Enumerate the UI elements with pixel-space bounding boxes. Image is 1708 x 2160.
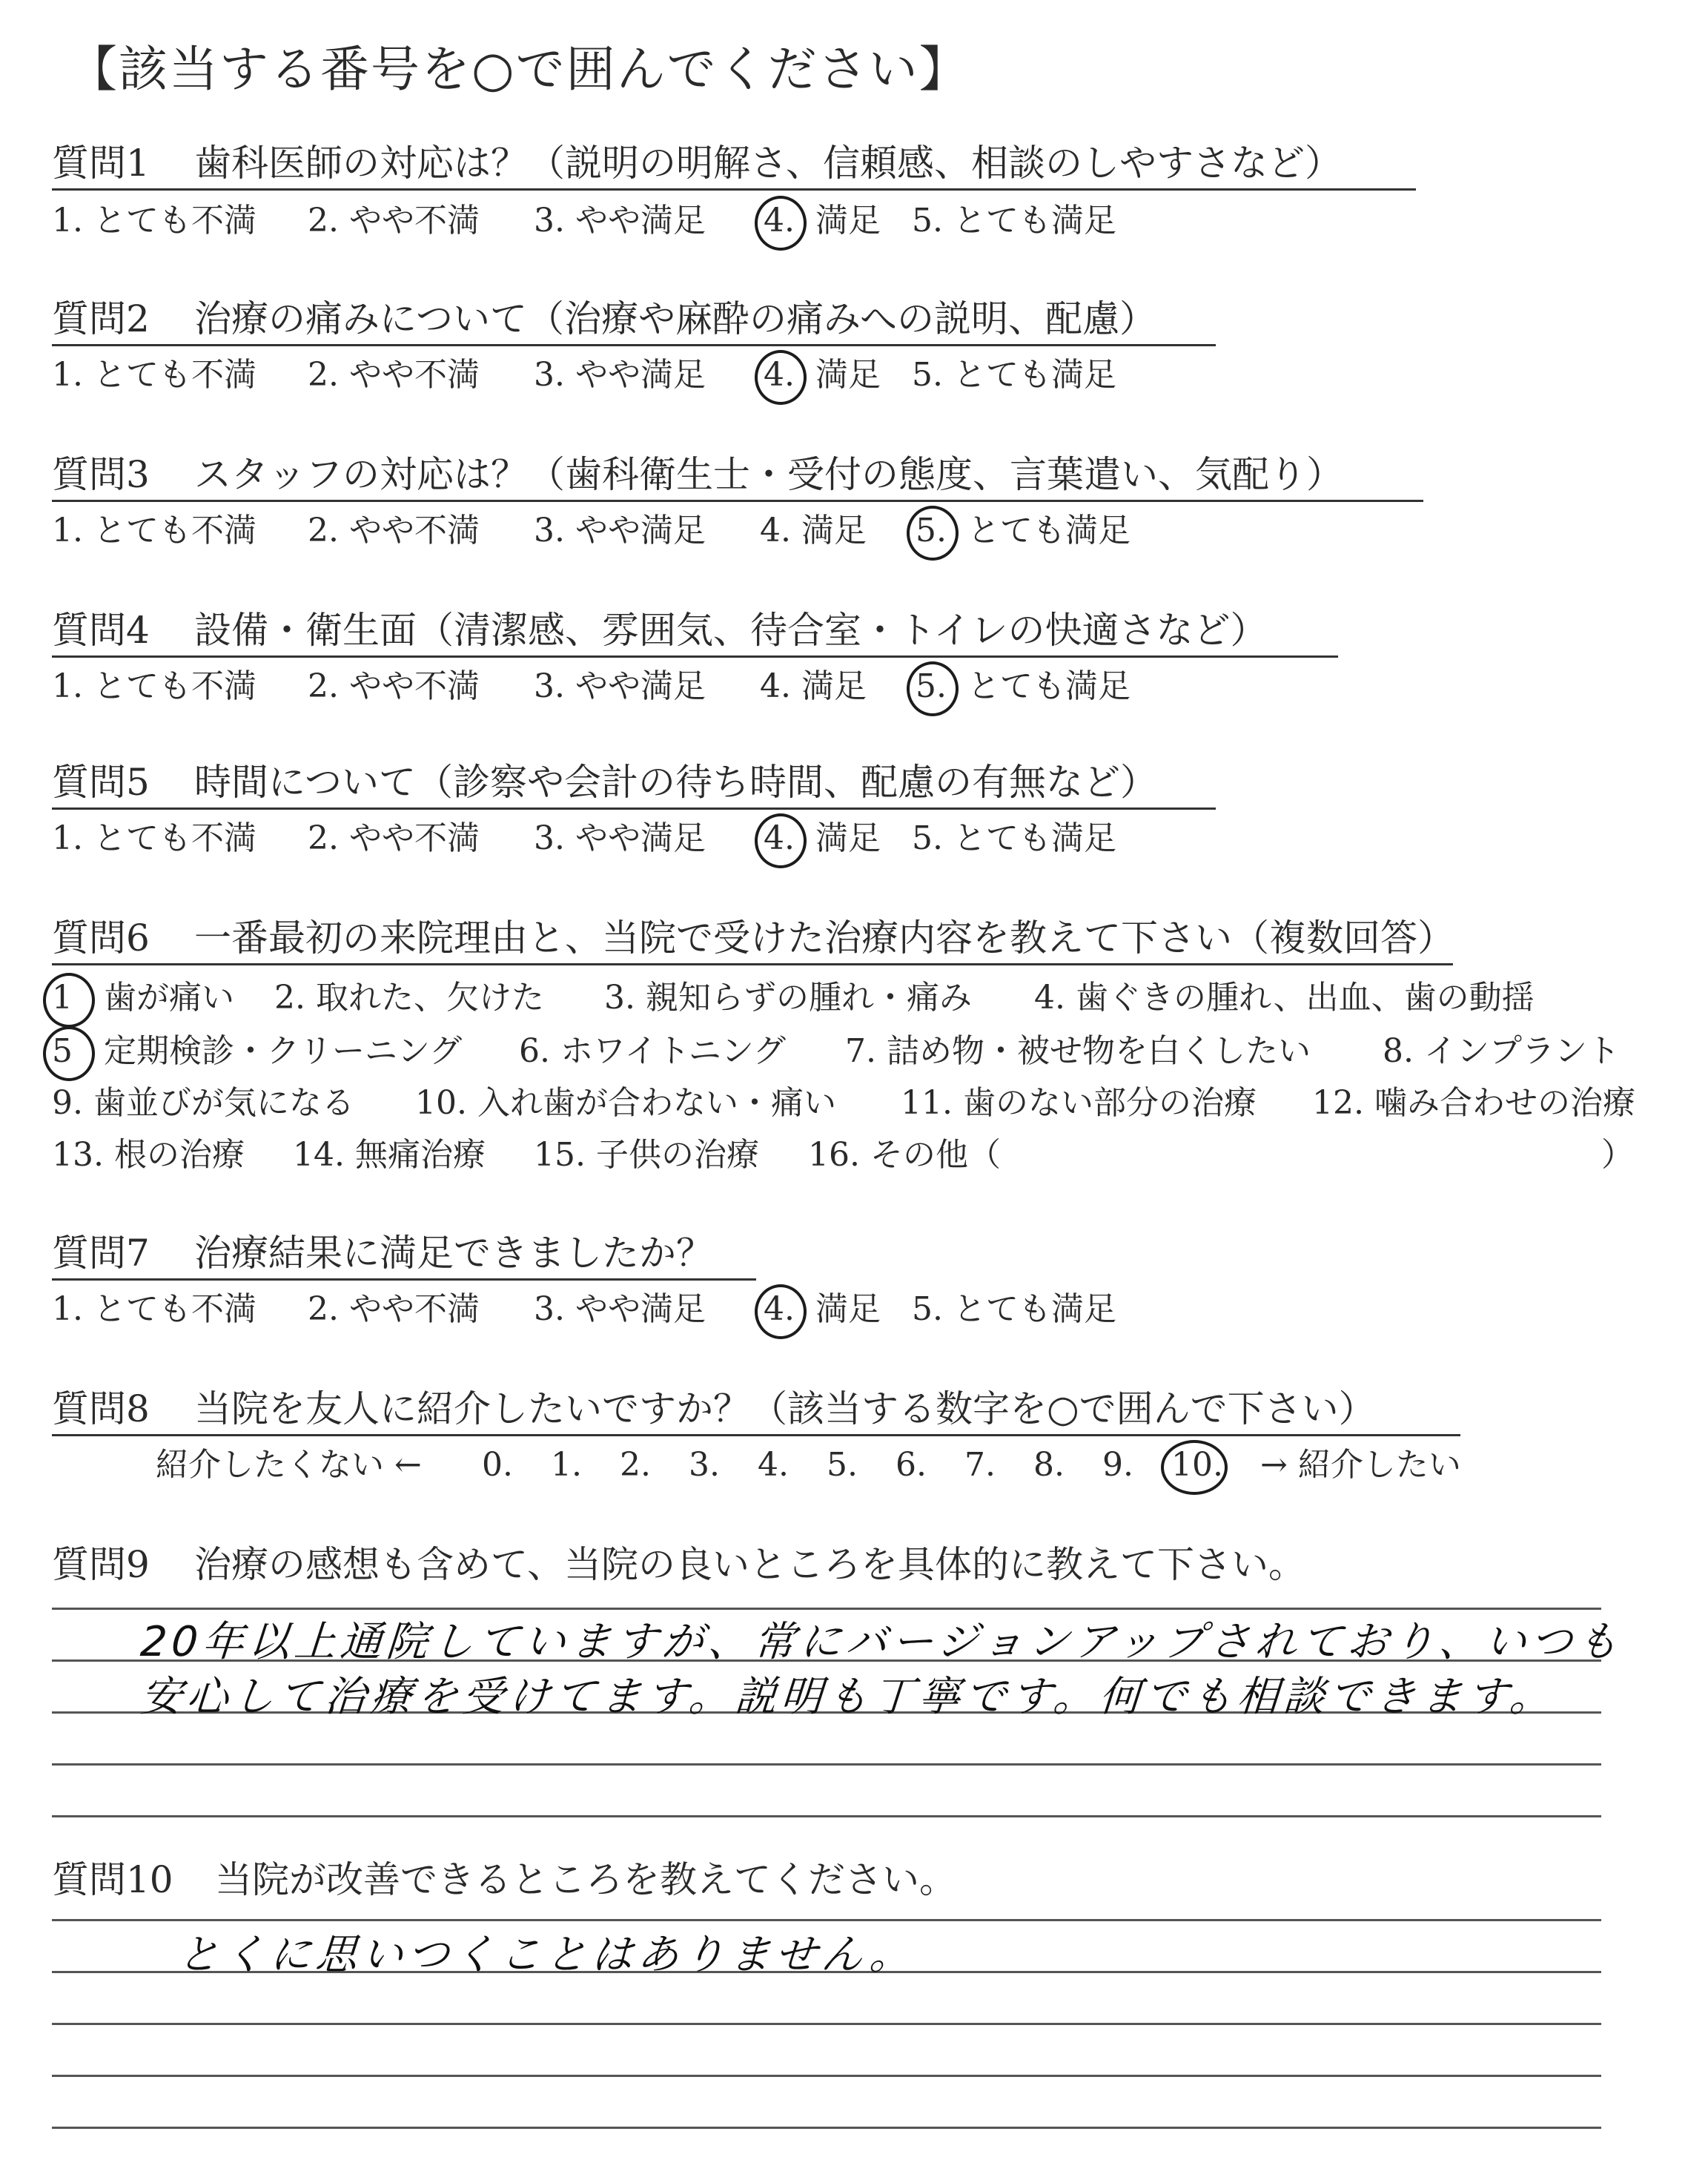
q6-option-15[interactable]: 15. 子供の治療 — [534, 1136, 759, 1174]
q6-option-5-label: 定期検診・クリーニング — [104, 1032, 463, 1070]
question-2 — [52, 297, 1216, 346]
q6-option-14[interactable]: 14. 無痛治療 — [293, 1136, 486, 1174]
q8-option-3[interactable]: 3. — [689, 1446, 720, 1484]
question-10-label: 質問10 — [52, 1858, 173, 1901]
question-7 — [52, 1231, 756, 1281]
q9-answer-line-5 — [52, 1815, 1601, 1817]
q10-answer-line-3 — [52, 2023, 1601, 2025]
q4-option-4[interactable]: 4. 満足 — [760, 667, 867, 705]
question-8-label: 質問8 — [52, 1387, 150, 1430]
q9-answer-text-2[interactable]: 安心して治療を受けてます。説明も丁寧です。何でも相談できます。 — [139, 1673, 1558, 1721]
q6-option-11[interactable]: 11. 歯のない部分の治療 — [901, 1084, 1257, 1122]
q6-option-6[interactable]: 6. ホワイトニング — [519, 1032, 787, 1070]
question-2-text: 治療の痛みについて（治療や麻酔の痛みへの説明、配慮） — [194, 297, 1156, 340]
q1-option-3[interactable]: 3. やや満足 — [534, 202, 706, 240]
q2-option-2[interactable]: 2. やや不満 — [308, 356, 480, 394]
question-6 — [52, 916, 1453, 965]
q8-option-8[interactable]: 8. — [1033, 1446, 1065, 1484]
question-3-text: スタッフの対応は？（歯科衛生士・受付の態度、言葉遣い、気配り） — [194, 453, 1343, 496]
q2-option-4-circled[interactable] — [764, 354, 795, 396]
question-3 — [52, 452, 1423, 502]
q3-option-5-circled[interactable] — [916, 510, 947, 552]
q10-answer-line-1 — [52, 1919, 1601, 1921]
question-6-label: 質問6 — [52, 916, 150, 960]
q6-option-1-number: 1 — [52, 977, 73, 1019]
q7-option-4-number: 4. — [764, 1289, 795, 1330]
q6-option-2[interactable]: 2. 取れた、欠けた — [274, 979, 544, 1017]
q7-option-4-circled[interactable] — [764, 1289, 795, 1330]
q1-option-4-label: 満足 — [815, 202, 881, 240]
q7-option-5[interactable]: 5. とても満足 — [912, 1290, 1116, 1328]
q8-option-5[interactable]: 5. — [827, 1446, 858, 1484]
q4-option-5-label: とても満足 — [967, 667, 1131, 705]
q3-option-3[interactable]: 3. やや満足 — [534, 512, 706, 549]
q3-option-4[interactable]: 4. 満足 — [760, 512, 867, 549]
q6-option-3[interactable]: 3. 親知らずの腫れ・痛み — [604, 979, 972, 1017]
q2-option-1[interactable]: 1. とても不満 — [52, 356, 256, 394]
q8-option-0[interactable]: 0. — [482, 1446, 513, 1484]
q2-option-4-label: 満足 — [815, 356, 881, 394]
q7-option-2[interactable]: 2. やや不満 — [308, 1290, 480, 1328]
question-7-label: 質問7 — [52, 1232, 150, 1275]
q8-option-10-number: 10. — [1171, 1444, 1223, 1486]
q5-option-2[interactable]: 2. やや不満 — [308, 819, 480, 857]
question-5-label: 質問5 — [52, 761, 150, 804]
q10-answer-line-5 — [52, 2127, 1601, 2129]
q3-option-5-label: とても満足 — [967, 512, 1131, 549]
question-4-label: 質問4 — [52, 609, 150, 652]
q1-option-4-circled[interactable] — [764, 200, 795, 242]
q8-option-4[interactable]: 4. — [758, 1446, 789, 1484]
q3-option-5-number: 5. — [916, 510, 947, 552]
q10-answer-line-4 — [52, 2075, 1601, 2077]
q5-option-3[interactable]: 3. やや満足 — [534, 819, 706, 857]
q5-option-1[interactable]: 1. とても不満 — [52, 819, 256, 857]
q3-option-1[interactable]: 1. とても不満 — [52, 512, 256, 549]
q6-option-5-circled[interactable] — [52, 1031, 73, 1072]
q4-option-3[interactable]: 3. やや満足 — [534, 667, 706, 705]
q6-option-13[interactable]: 13. 根の治療 — [52, 1136, 245, 1174]
q7-option-1[interactable]: 1. とても不満 — [52, 1290, 256, 1328]
q2-option-5[interactable]: 5. とても満足 — [912, 356, 1116, 394]
q5-option-4-circled[interactable] — [764, 818, 795, 859]
q6-option-10[interactable]: 10. 入れ歯が合わない・痛い — [415, 1084, 836, 1122]
q6-option-9[interactable]: 9. 歯並びが気になる — [52, 1084, 354, 1122]
question-8-text: 当院を友人に紹介したいですか？（該当する数字を○で囲んで下さい） — [194, 1387, 1376, 1430]
q7-option-4-label: 満足 — [815, 1290, 881, 1328]
q9-answer-text-1[interactable]: 20年以上通院していますが、常にバージョンアップされており、いつも — [139, 1618, 1625, 1666]
q3-option-2[interactable]: 2. やや不満 — [308, 512, 480, 549]
question-3-label: 質問3 — [52, 453, 150, 496]
question-2-label: 質問2 — [52, 297, 150, 340]
question-5-text: 時間について（診察や会計の待ち時間、配慮の有無など） — [194, 761, 1157, 804]
q6-option-16[interactable]: 16. その他（ — [808, 1136, 1001, 1174]
question-8 — [52, 1387, 1460, 1436]
question-9-label: 質問9 — [52, 1543, 150, 1586]
q2-option-3[interactable]: 3. やや満足 — [534, 356, 706, 394]
q8-option-2[interactable]: 2. — [620, 1446, 651, 1484]
q6-option-1-circled[interactable] — [52, 977, 73, 1019]
q6-option-16-close-paren: ） — [1601, 1136, 1634, 1174]
q8-right-label: → 紹介したい — [1260, 1446, 1461, 1484]
q8-option-1[interactable]: 1. — [551, 1446, 582, 1484]
q1-option-4-number: 4. — [764, 200, 795, 242]
q1-option-5[interactable]: 5. とても満足 — [912, 202, 1116, 240]
q4-option-5-number: 5. — [916, 666, 947, 707]
q6-option-12[interactable]: 12. 噛み合わせの治療 — [1312, 1084, 1635, 1122]
q8-option-7[interactable]: 7. — [964, 1446, 996, 1484]
question-10 — [52, 1857, 956, 1905]
question-7-text: 治療結果に満足できましたか？ — [194, 1232, 713, 1275]
question-1-text: 歯科医師の対応は？（説明の明解さ、信頼感、相談のしやすさなど） — [194, 142, 1342, 185]
q8-option-6[interactable]: 6. — [896, 1446, 927, 1484]
question-6-text: 一番最初の来院理由と、当院で受けた治療内容を教えて下さい（複数回答） — [194, 916, 1454, 960]
q5-option-5[interactable]: 5. とても満足 — [912, 819, 1116, 857]
question-1 — [52, 141, 1416, 191]
q9-answer-line-4 — [52, 1763, 1601, 1766]
q6-option-4[interactable]: 4. 歯ぐきの腫れ、出血、歯の動揺 — [1034, 979, 1535, 1017]
q6-option-5-number: 5 — [52, 1031, 73, 1072]
q4-option-5-circled[interactable] — [916, 666, 947, 707]
q1-option-1[interactable]: 1. とても不満 — [52, 202, 256, 240]
q4-option-1[interactable]: 1. とても不満 — [52, 667, 256, 705]
question-9 — [52, 1542, 1305, 1590]
q6-option-7[interactable]: 7. 詰め物・被せ物を白くしたい — [845, 1032, 1311, 1070]
q6-option-1-label: 歯が痛い — [104, 979, 234, 1017]
question-9-text: 治療の感想も含めて、当院の良いところを具体的に教えて下さい。 — [194, 1543, 1305, 1586]
question-4 — [52, 608, 1338, 658]
q4-option-2[interactable]: 2. やや不満 — [308, 667, 480, 705]
q7-option-3[interactable]: 3. やや満足 — [534, 1290, 706, 1328]
question-1-label: 質問1 — [52, 142, 150, 185]
q10-answer-text-1[interactable]: とくに思いつくことはありません。 — [176, 1931, 918, 1979]
q8-option-10-circled[interactable] — [1171, 1444, 1223, 1486]
q5-option-4-number: 4. — [764, 818, 795, 859]
q6-option-8[interactable]: 8. インプラント — [1383, 1032, 1620, 1070]
q8-left-label: 紹介したくない ← — [156, 1446, 422, 1484]
q1-option-2[interactable]: 2. やや不満 — [308, 202, 480, 240]
q5-option-4-label: 満足 — [815, 819, 881, 857]
question-10-text: 当院が改善できるところを教えてください。 — [215, 1858, 956, 1901]
question-5 — [52, 760, 1216, 810]
q8-option-9[interactable]: 9. — [1102, 1446, 1133, 1484]
survey-title: 【該当する番号を○で囲んでください】 — [68, 41, 970, 98]
question-4-text: 設備・衛生面（清潔感、雰囲気、待合室・トイレの快適さなど） — [194, 609, 1268, 652]
q2-option-4-number: 4. — [764, 354, 795, 396]
